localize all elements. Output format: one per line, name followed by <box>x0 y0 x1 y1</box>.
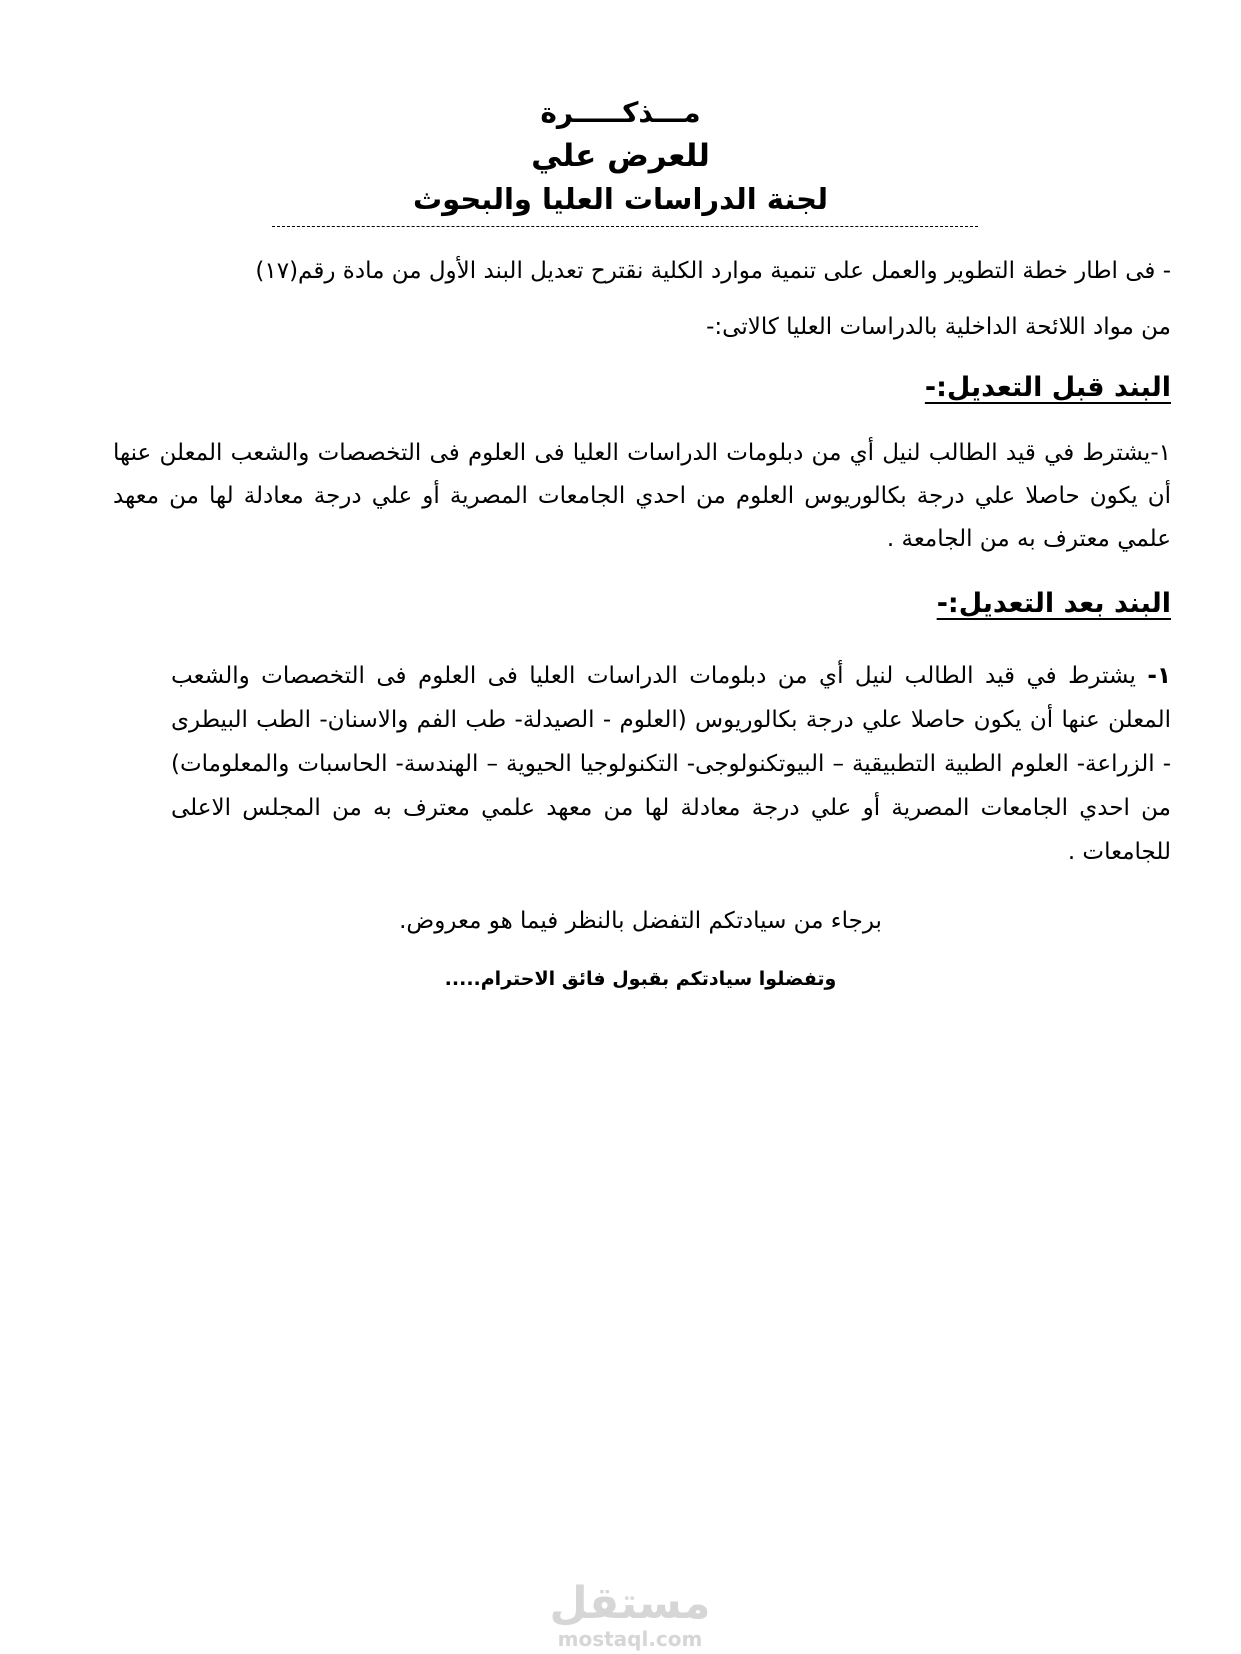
closing-request: برجاء من سيادتكم التفضل بالنظر فيما هو معروض. <box>399 908 882 934</box>
closing-regards: وتفضلوا سيادتكم بقبول فائق الاحترام..... <box>444 968 837 990</box>
before-amendment-text: ١-يشترط في قيد الطالب لنيل أي من دبلومات الدراسات العليا فى العلوم فى التخصصات والشعب المعلن عنها أن يكون حاصلا علي درجة بكالوريوس العلوم من احدي الجامعات المصرية أو علي درجة معادلة لها من معهد علمي معترف به من الجامعة . <box>113 440 1171 552</box>
memo-title: مـــذكـــــرة <box>540 96 701 129</box>
after-amendment-paragraph <box>171 654 1171 874</box>
before-amendment-heading: البند قبل التعديل:- <box>924 372 1171 403</box>
mostaql-watermark <box>540 1580 720 1650</box>
intro-line-2: من مواد اللائحة الداخلية بالدراسات العليا كالاتى:- <box>706 314 1171 340</box>
after-amendment-heading: البند بعد التعديل:- <box>936 588 1171 619</box>
dashed-divider <box>272 226 978 227</box>
watermark-arabic: مستقل <box>549 1578 711 1629</box>
committee-title: لجنة الدراسات العليا والبحوث <box>413 182 828 216</box>
watermark-latin: mostaql.com <box>557 1627 703 1651</box>
intro-line-1: - فى اطار خطة التطوير والعمل على تنمية موارد الكلية نقترح تعديل البند الأول من مادة رقم(١٧) <box>255 258 1171 284</box>
memo-subtitle: للعرض علي <box>531 138 710 174</box>
after-amendment-text: يشترط في قيد الطالب لنيل أي من دبلومات الدراسات العليا فى العلوم فى التخصصات والشعب المعلن عنها أن يكون حاصلا علي درجة بكالوريوس (العلوم - الصيدلة- طب الفم والاسنان- الطب البيطرى - الزراعة- العلوم الطبية التطبيقية – البيوتكنولوجى- التكنولوجيا الحيوية – الهندسة- الحاسبات والمعلومات) من احدي الجامعات المصرية أو علي درجة معادلة لها من معهد علمي معترف به من المجلس الاعلى للجامعات . <box>171 663 1171 865</box>
clause-number: ١- <box>1147 663 1171 689</box>
